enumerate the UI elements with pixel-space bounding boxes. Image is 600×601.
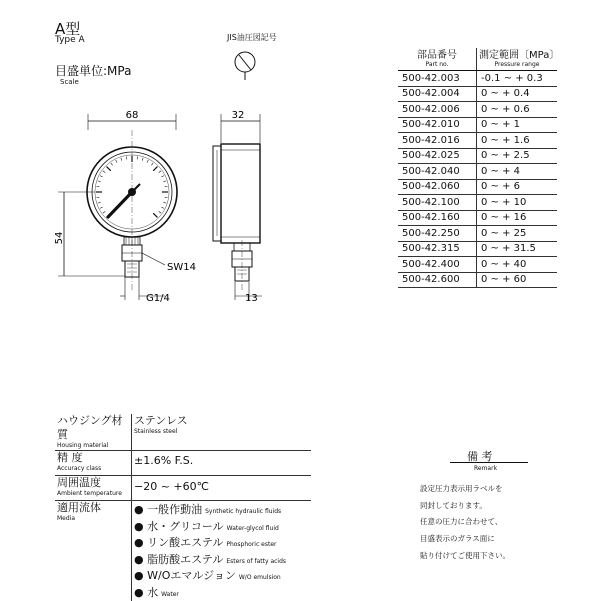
- parts-col-header-range: 測定範囲〔MPa〕 Pressure range: [477, 48, 558, 71]
- height-dimension: 54: [54, 232, 65, 245]
- dial-tick: [103, 171, 105, 173]
- dial-tick: [147, 160, 148, 163]
- media-item: ● W/Oエマルジョン W/O emulsion: [134, 568, 309, 585]
- parts-table: [398, 48, 557, 288]
- media-item: ● リン酸エステル Phosphoric ester: [134, 535, 309, 552]
- dial-tick: [142, 158, 143, 161]
- remark-text: [420, 481, 510, 565]
- parts-row: [398, 272, 557, 288]
- dial-tick: [100, 176, 103, 177]
- parts-row: [398, 257, 557, 273]
- width-dimension: 68: [126, 110, 139, 121]
- dial-tick: [98, 181, 101, 182]
- dial-tick: [107, 167, 111, 171]
- pressure-range: 0 ~ + 2.5: [477, 148, 558, 164]
- pressure-range: 0 ~ + 4: [477, 164, 558, 180]
- dial-tick: [98, 202, 101, 203]
- part-number: 500-42.040: [398, 164, 477, 180]
- dial-tick: [153, 167, 157, 171]
- pressure-range: 0 ~ + 31.5: [477, 241, 558, 257]
- pressure-range: -0.1 ~ + 0.3: [477, 71, 558, 87]
- part-number: 500-42.060: [398, 179, 477, 195]
- spec-row-accuracy: 精 度 Accuracy class ±1.6% F.S.: [55, 451, 311, 476]
- parts-row: [398, 210, 557, 226]
- part-number: 500-42.010: [398, 117, 477, 133]
- part-number: 500-42.016: [398, 133, 477, 149]
- pressure-range: 0 ~ + 40: [477, 257, 558, 273]
- part-number: 500-42.100: [398, 195, 477, 211]
- bullet-icon: ●: [134, 503, 147, 516]
- media-item: ● 水・グリコール Water-glycol fluid: [134, 519, 309, 536]
- scale-label: 目盛単位:MPa: [55, 62, 131, 79]
- pressure-range: 0 ~ + 0.6: [477, 102, 558, 118]
- dial-tick: [161, 176, 164, 177]
- pressure-range: 0 ~ + 0.4: [477, 86, 558, 102]
- part-number: 500-42.600: [398, 272, 477, 288]
- spec-table: [55, 414, 311, 601]
- dial-tick: [100, 207, 103, 208]
- part-number: 500-42.160: [398, 210, 477, 226]
- dial-tick: [161, 207, 164, 208]
- part-number: 500-42.006: [398, 102, 477, 118]
- stem-dimension: 13: [245, 293, 258, 304]
- part-number: 500-42.025: [398, 148, 477, 164]
- gauge-side-view: [213, 144, 260, 290]
- parts-row: [398, 241, 557, 257]
- part-number: 500-42.400: [398, 257, 477, 273]
- remark-line: 貼り付けてご使用下さい。: [420, 548, 510, 565]
- remark-line: 目盛表示のガラス面に: [420, 531, 510, 548]
- pressure-range: 0 ~ + 25: [477, 226, 558, 242]
- parts-row: [398, 117, 557, 133]
- bullet-icon: ●: [134, 569, 147, 582]
- bullet-icon: ●: [134, 586, 147, 599]
- parts-row: [398, 164, 557, 180]
- remark-title-en: Remark: [474, 465, 497, 472]
- parts-col-header-part: 部品番号 Part no.: [398, 48, 477, 71]
- media-item: ● 水 Water: [134, 585, 309, 601]
- parts-row: [398, 195, 557, 211]
- remark-title: 備 考: [467, 448, 493, 464]
- dial-tick: [159, 211, 161, 213]
- wrench-size-label: SW14: [167, 262, 196, 273]
- pressure-range: 0 ~ + 10: [477, 195, 558, 211]
- remark-line: 設定圧力表示用ラベルを: [420, 481, 510, 498]
- dial-tick: [163, 202, 166, 203]
- part-number: 500-42.004: [398, 86, 477, 102]
- part-number: 500-42.315: [398, 241, 477, 257]
- part-number: 500-42.003: [398, 71, 477, 87]
- gauge-front-view: [87, 130, 177, 290]
- dial-tick: [153, 213, 157, 217]
- spec-row-temperature: 周囲温度 Ambient temperature −20 ~ +60℃: [55, 476, 311, 501]
- depth-dimension: 32: [232, 110, 245, 121]
- part-number: 500-42.250: [398, 226, 477, 242]
- spec-row-media: 適用流体 Media ● 一般作動油 Synthetic hydraulic fluids ● 水・グリコール Water-glycol fluid ● リン酸エステル Phosphoric ester ● 脂肪酸エステル Esters of fatty acids ● W/Oエマルジョン W/O emulsion ● 水 Water: [55, 501, 311, 601]
- dial-tick: [151, 163, 153, 165]
- dial-tick: [121, 158, 122, 161]
- parts-row: [398, 86, 557, 102]
- remark-line: 任意の圧力に合わせて、: [420, 514, 510, 531]
- dial-tick: [163, 181, 166, 182]
- media-item: ● 脂肪酸エステル Esters of fatty acids: [134, 552, 309, 569]
- remark-divider: [450, 462, 528, 463]
- dial-tick: [159, 171, 161, 173]
- bullet-icon: ●: [134, 536, 147, 549]
- jis-gauge-symbol-icon: [235, 52, 255, 80]
- parts-row: [398, 133, 557, 149]
- dial-tick: [103, 211, 105, 213]
- bullet-icon: ●: [134, 553, 147, 566]
- pressure-range: 0 ~ + 6: [477, 179, 558, 195]
- media-item: ● 一般作動油 Synthetic hydraulic fluids: [134, 502, 309, 519]
- spec-row-housing: ハウジング材質 Housing material ステンレス Stainless steel: [55, 414, 311, 451]
- page-subtitle: Type A: [55, 35, 85, 45]
- bullet-icon: ●: [134, 520, 147, 533]
- parts-row: [398, 71, 557, 87]
- thread-label: G1/4: [146, 293, 170, 304]
- dial-tick: [116, 160, 117, 163]
- parts-row: [398, 148, 557, 164]
- dial-tick: [111, 163, 113, 165]
- page-title: A型: [55, 18, 80, 39]
- parts-row: [398, 179, 557, 195]
- pressure-range: 0 ~ + 60: [477, 272, 558, 288]
- remark-line: 同封しております。: [420, 498, 510, 515]
- pressure-range: 0 ~ + 1.6: [477, 133, 558, 149]
- pressure-range: 0 ~ + 16: [477, 210, 558, 226]
- jis-symbol-label: JIS油圧図記号: [227, 32, 277, 43]
- scale-label-en: Scale: [60, 78, 79, 86]
- pressure-range: 0 ~ + 1: [477, 117, 558, 133]
- parts-row: [398, 102, 557, 118]
- parts-row: [398, 226, 557, 242]
